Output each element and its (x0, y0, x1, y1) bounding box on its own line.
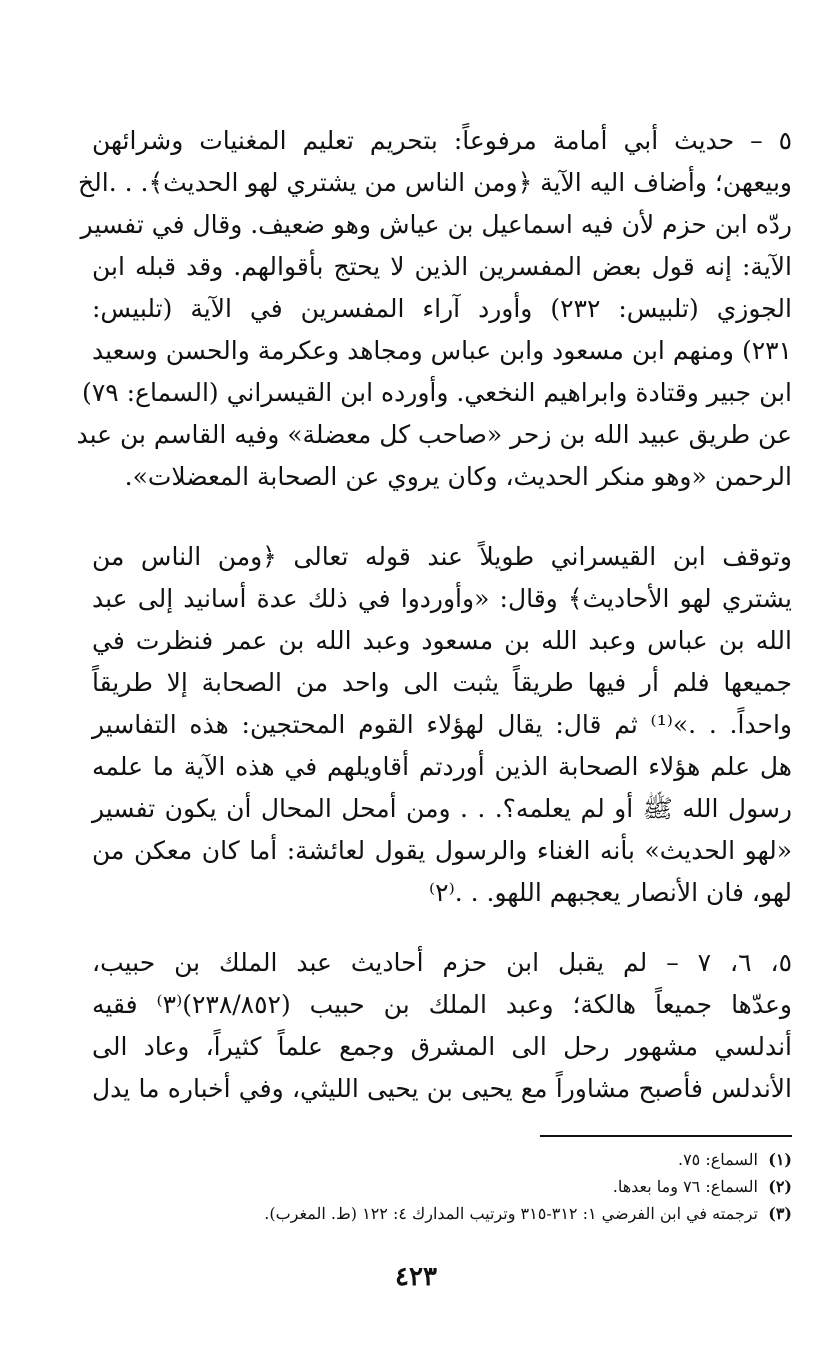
footnote-number: (٢) (768, 1177, 792, 1196)
footnote-1 (92, 1146, 792, 1173)
text-line: أندلسي مشهور رحل الى المشرق وجمع علماً كثيراً، وعاد الى (92, 1032, 792, 1061)
text-line: عن طريق عبيد الله بن زحر «صاحب كل معضلة» وفيه القاسم بن عبد (76, 420, 792, 449)
footnote-text: السماع: ٧٦ وما بعدها. (612, 1177, 758, 1196)
footnote-3 (92, 1200, 792, 1227)
text-line: لهو، فان الأنصار يعجبهم اللهو. . .⁽٢⁾ (429, 878, 792, 907)
footnote-text: ترجمته في ابن الفرضي ١: ٣١٢-٣١٥ وترتيب المدارك ٤: ١٢٢ (ط. المغرب). (264, 1204, 758, 1223)
paragraph-ibn-qaysarani (92, 536, 792, 914)
text-line: الرحمن «وهو منكر الحديث، وكان يروي عن الصحابة المعضلات». (124, 462, 792, 491)
footnote-2 (92, 1173, 792, 1200)
text-line: الله بن عباس وعبد الله بن مسعود وعبد الله بن عمر فنظرت في (92, 626, 792, 655)
text-line: الأندلس فأصبح مشاوراً مع يحيى بن يحيى الليثي، وفي أخباره ما يدل (92, 1074, 792, 1103)
footnote-divider (540, 1135, 792, 1137)
text-line: وتوقف ابن القيسراني طويلاً عند قوله تعالى ﴿ومن الناس من (92, 542, 792, 571)
text-line: «لهو الحديث» بأنه الغناء والرسول يقول لعائشة: أما كان معكن من (92, 836, 792, 865)
footnotes (92, 1146, 792, 1227)
text-line: الآية: إنه قول بعض المفسرين الذين لا يحتج بأقوالهم. وقد قبله ابن (92, 252, 792, 281)
text-line: ردّه ابن حزم لأن فيه اسماعيل بن عياش وهو ضعيف. وقال في تفسير (80, 210, 792, 239)
text-line: ابن جبير وقتادة وابراهيم النخعي. وأورده ابن القيسراني (السماع: ٧٩) (82, 378, 792, 407)
text-line: يشتري لهو الأحاديث﴾ وقال: «وأوردوا في ذلك عدة أسانيد إلى عبد (92, 584, 792, 613)
footnote-number: (٣) (768, 1204, 792, 1223)
text-line: واحداً. . .»⁽¹⁾ ثم قال: يقال لهؤلاء القوم المحتجين: هذه التفاسير (92, 710, 792, 739)
page-number: ٤٢٣ (395, 1262, 437, 1292)
text-line: وبيعهن؛ وأضاف اليه الآية ﴿ومن الناس من يشتري لهو الحديث﴾. . .الخ (78, 168, 792, 197)
text-line: الجوزي (تلبيس: ٢٣٢) وأورد آراء المفسرين في الآية (تلبيس: (92, 294, 792, 323)
text-line: وعدّها جميعاً هالكة؛ وعبد الملك بن حبيب (٢٣٨/٨٥٢)⁽٣⁾ فقيه (92, 990, 792, 1019)
text-line: ٥ – حديث أبي أمامة مرفوعاً: بتحريم تعليم المغنيات وشرائهن (92, 126, 792, 155)
text-line: جميعها فلم أر فيها طريقاً يثبت الى واحد من الصحابة إلا طريقاً (92, 668, 792, 697)
paragraph-hadith-abu-umama (76, 120, 792, 498)
text-line: هل علم هؤلاء الصحابة الذين أوردتم أقاويلهم في هذه الآية ما علمه (92, 752, 792, 781)
text-line: رسول الله ﷺ أو لم يعلمه؟. . . ومن أمحل المحال أن يكون تفسير (92, 794, 792, 823)
text-line: ٢٣١) ومنهم ابن مسعود وابن عباس ومجاهد وعكرمة والحسن وسعيد (92, 336, 792, 365)
footnote-text: السماع: ٧٥. (677, 1150, 758, 1169)
text-line: ٥، ٦، ٧ – لم يقبل ابن حزم أحاديث عبد الملك بن حبيب، (92, 948, 793, 977)
footnote-number: (١) (768, 1150, 792, 1169)
paragraph-abd-al-malik-ibn-habib (92, 942, 792, 1110)
